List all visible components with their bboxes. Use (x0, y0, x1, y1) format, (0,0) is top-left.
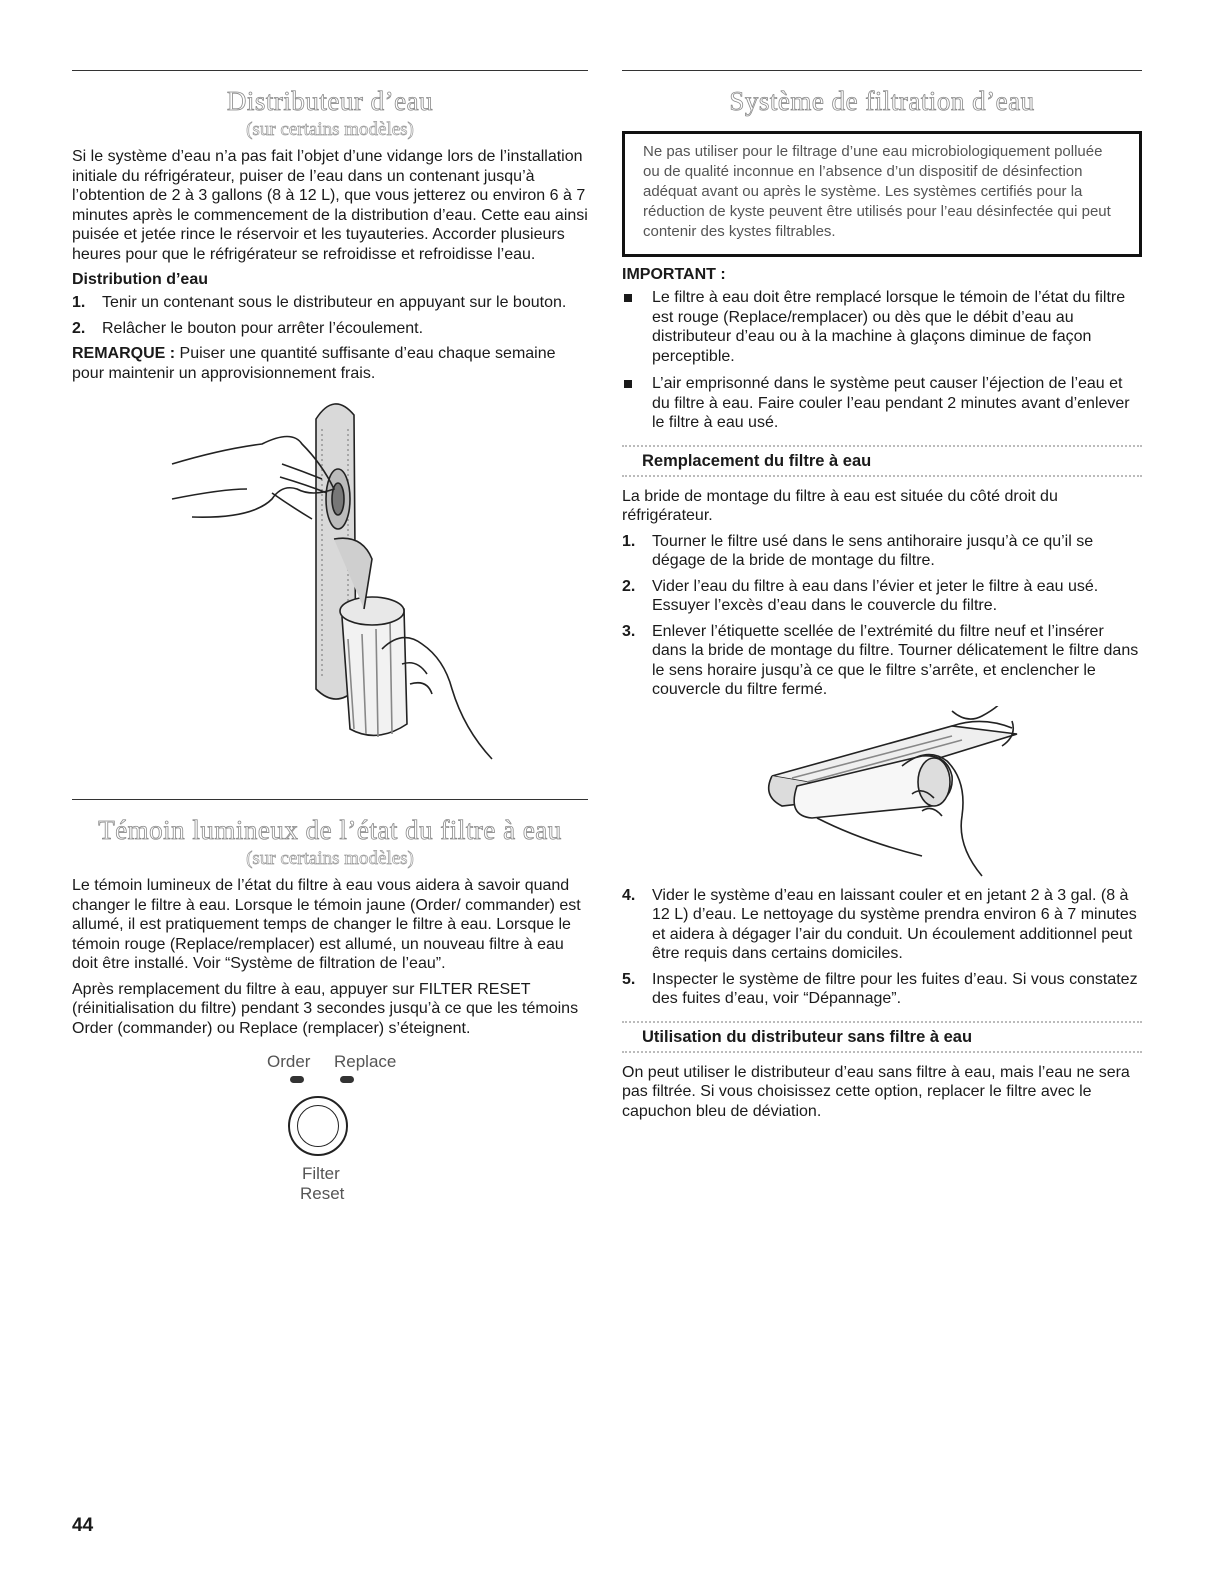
dispenser-note (72, 344, 588, 383)
right-column (622, 70, 1142, 1127)
page-number: 44 (72, 1515, 94, 1536)
indicator-para-1: Le témoin lumineux de l’état du filtre à eau vous aidera à savoir quand changer le filtre à eau. Lorsque le témoin jaune (Order/ commander) est allumé, il est pratiquement temps de changer le filtre à eau. Lorsque le témoin rouge (Replace/remplacer) est allumé, un nouveau filtre à eau doit être installé. Voir “Système de filtration de l’eau”. (72, 877, 581, 972)
step-number: 1. (72, 294, 86, 311)
list-item (622, 970, 1142, 1009)
list-item (622, 622, 1142, 700)
step-text: Tourner le filtre usé dans le sens antihoraire jusqu’à ce qu’il se dégage de la bride de montage du filtre. (652, 532, 1094, 569)
reset-label: Reset (300, 1184, 345, 1203)
replace-label: Replace (334, 1052, 397, 1071)
filtration-title: Système de filtration d’eau (729, 86, 1035, 116)
dispensing-heading: Distribution d’eau (72, 271, 208, 288)
list-item (622, 532, 1142, 571)
step-number: 3. (622, 622, 636, 640)
step-text: Relâcher le bouton pour arrêter l’écoulement. (102, 319, 424, 337)
important-list (622, 288, 1142, 433)
dispenser-illustration (72, 389, 588, 789)
list-item (622, 374, 1142, 433)
list-item (622, 577, 1142, 616)
order-led-icon (290, 1076, 304, 1083)
button-inner-ring-icon (297, 1105, 339, 1147)
section-rule (72, 70, 588, 71)
step-number: 5. (622, 970, 636, 988)
dispensing-steps (72, 293, 588, 338)
replace-steps-continued (622, 886, 1142, 1009)
indicator-title: Témoin lumineux de l’état du filtre à eau (98, 815, 562, 845)
list-item (72, 319, 588, 339)
filter-label: Filter (302, 1164, 340, 1183)
bullet-icon (624, 294, 632, 302)
no-filter-text: On peut utiliser le distributeur d’eau sans filtre à eau, mais l’eau ne sera pas filtrée. Si vous choisissez cette option, replacer le filtre avec le capuchon bleu de déviation. (622, 1063, 1130, 1120)
list-item (72, 293, 588, 313)
step-number: 4. (622, 886, 636, 904)
item-text: Le filtre à eau doit être remplacé lorsque le témoin de l’état du filtre est rouge (Replace/remplacer) ou dès que le débit d’eau au distributeur d’eau ou à la machine à glaçons diminue de façon perceptible. (652, 289, 1126, 365)
item-text: L’air emprisonné dans le système peut causer l’éjection de l’eau et du filtre à eau. Faire couler l’eau pendant 2 minutes avant d’enlever le filtre à eau usé. (652, 375, 1130, 431)
step-text: Inspecter le système de filtre pour les fuites d’eau. Si vous constatez des fuites d’eau, voir “Dépannage”. (652, 970, 1138, 1007)
step-text: Vider l’eau du filtre à eau dans l’évier et jeter le filtre à eau usé. Essuyer l’excès d’eau dans le couvercle du filtre. (652, 577, 1099, 614)
step-number: 2. (72, 319, 86, 337)
filter-status-panel (72, 1044, 588, 1274)
step-number: 2. (622, 577, 636, 595)
replace-steps (622, 532, 1142, 700)
dispenser-intro: Si le système d’eau n’a pas fait l’objet d’une vidange lors de l’installation initiale du réfrigérateur, puiser de l’eau dans un contenant jusqu’à l’obtention de 2 à 3 gallons (8 à 12 L), que vous jetterez ou environ 6 à 7 minutes après le commencement de la distribution d’eau. Cette eau ainsi puisée et jetée rince le réservoir et les tuyauteries. Accorder plusieurs heures pour que le réfrigérateur se refroidisse et refroidisse l’eau. (72, 148, 588, 263)
section-rule (72, 799, 588, 800)
list-item (622, 288, 1142, 366)
replace-intro: La bride de montage du filtre à eau est située du côté droit du réfrigérateur. (622, 487, 1058, 524)
note-label: REMARQUE : (72, 345, 176, 362)
list-item (622, 886, 1142, 964)
indicator-para-2: Après remplacement du filtre à eau, appuyer sur FILTER RESET (réinitialisation du filtre) pendant 3 secondes jusqu’à ce que les témoins Order (commander) ou Replace (remplacer) s’éteignent. (72, 980, 579, 1037)
step-text: Tenir un contenant sous le distributeur en appuyant sur le bouton. (102, 294, 567, 311)
replace-led-icon (340, 1076, 354, 1083)
step-text: Enlever l’étiquette scellée de l’extrémité du filtre neuf et l’insérer dans la bride de montage du filtre. Tourner délicatement le filtre dans le sens horaire jusqu’à ce que le filtre s’arrête, et enclencher le couvercle du filtre fermé. (652, 622, 1139, 698)
order-label: Order (267, 1052, 311, 1071)
filter-install-illustration (622, 706, 1142, 886)
step-text: Vider le système d’eau en laissant couler et en jetant 2 à 3 gal. (8 à 12 L) d’eau. Le nettoyage du système prendra environ 6 à 7 minutes et aidera à dégager l’air du conduit. Un écoulement additionnel peut être requis dans certains domiciles. (652, 886, 1137, 962)
step-number: 1. (622, 532, 636, 550)
bullet-icon (624, 380, 632, 388)
dispenser-title: Distributeur d’eau (226, 86, 434, 116)
warning-box: Ne pas utiliser pour le filtrage d’une eau microbiologiquement polluée ou de qualité inconnue en l’absence d’un dispositif de désinfection adéquat avant ou après le système. Les systèmes certifiés pour la réduction de kyste peuvent être utilisés pour l’eau désinfectée qui peut contenir des kystes filtrables. (622, 131, 1142, 257)
important-label: IMPORTANT : (622, 266, 726, 283)
left-column (72, 70, 588, 1274)
note-text: Puiser une quantité suffisante d’eau chaque semaine pour maintenir un approvisionnement frais. (72, 345, 556, 382)
filter-reset-button[interactable] (288, 1096, 348, 1156)
no-filter-heading: Utilisation du distributeur sans filtre à eau (622, 1021, 1142, 1053)
indicator-subtitle: (sur certains modèles) (246, 848, 414, 869)
section-rule (622, 70, 1142, 71)
replace-filter-heading: Remplacement du filtre à eau (622, 445, 1142, 477)
dispenser-subtitle: (sur certains modèles) (246, 119, 414, 140)
